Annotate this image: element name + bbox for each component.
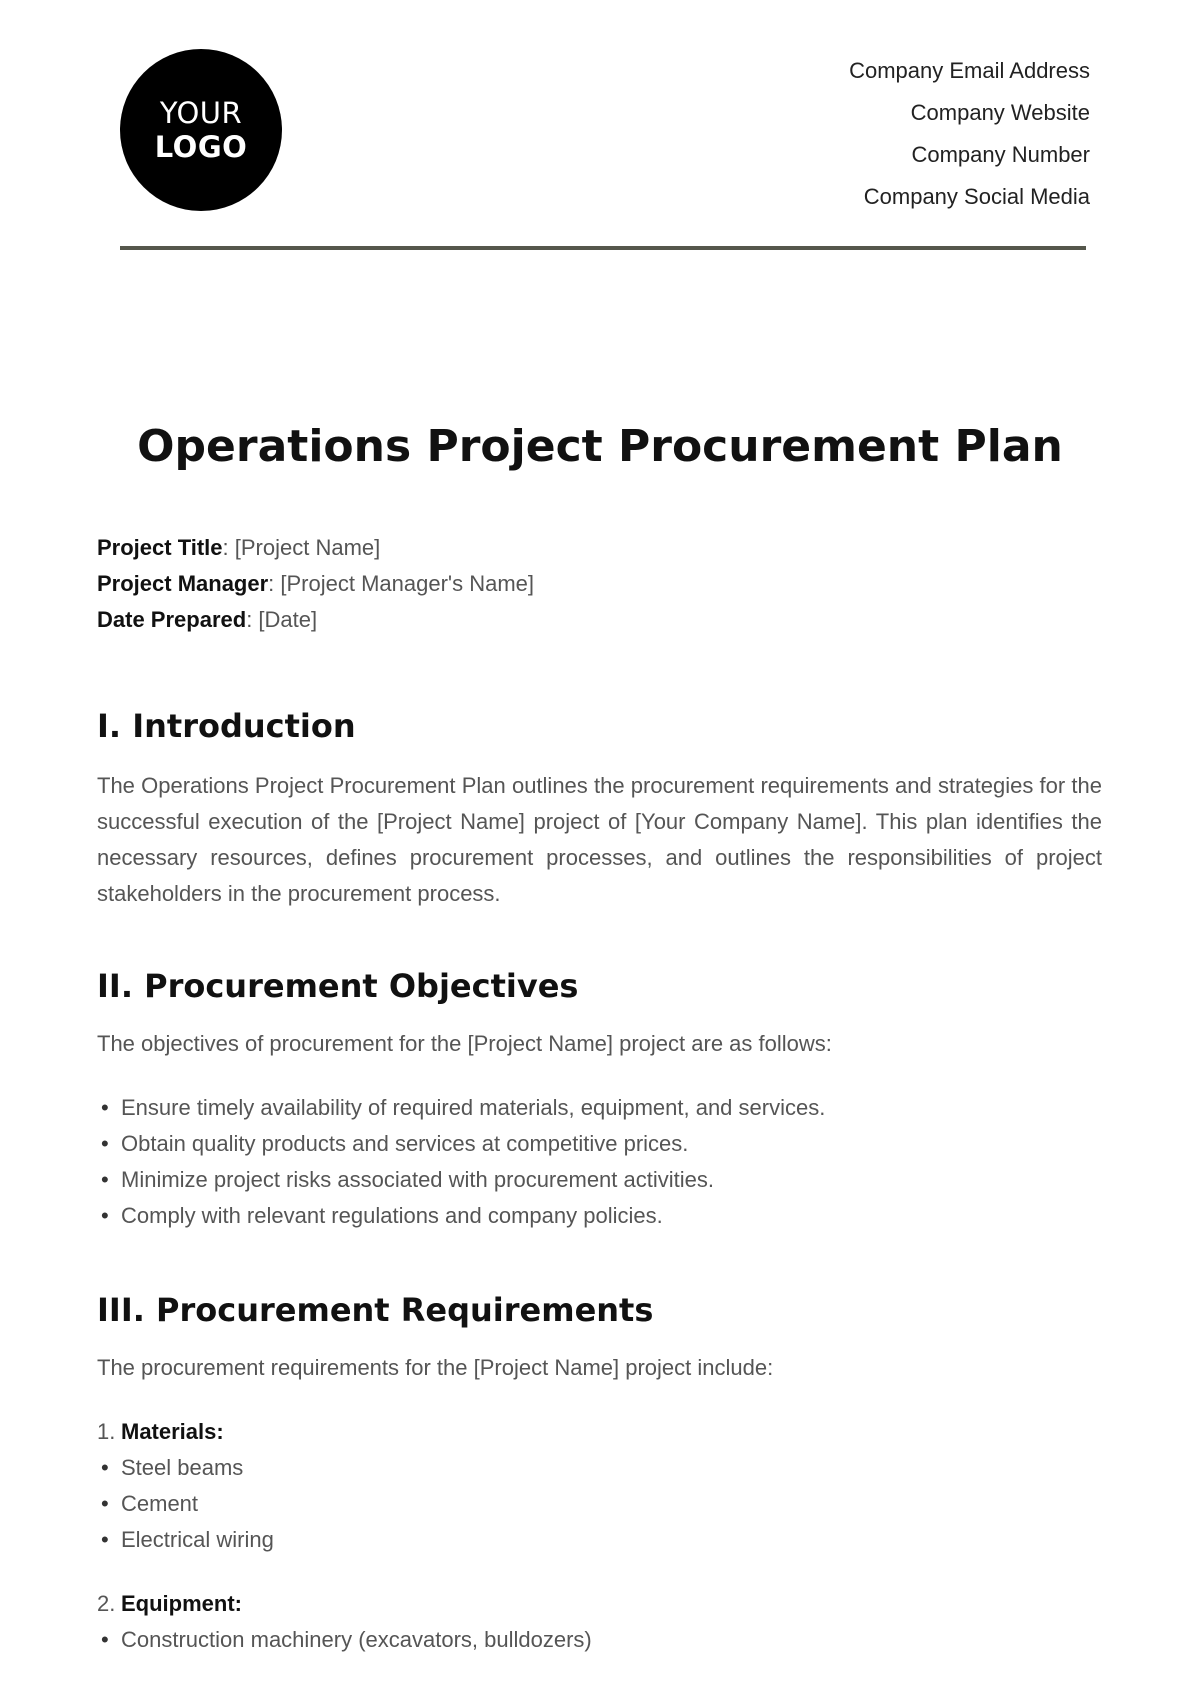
company-contact-block xyxy=(849,50,1090,218)
meta-value: : [Date] xyxy=(246,607,318,632)
logo-text-line2: LOGO xyxy=(154,130,248,164)
company-logo xyxy=(120,49,282,211)
materials-list xyxy=(97,1450,1102,1558)
meta-date-prepared xyxy=(97,602,1102,638)
list-item: • Obtain quality products and services at competitive prices. xyxy=(97,1126,1102,1162)
meta-project-title xyxy=(97,530,1102,566)
requirement-label: Equipment: xyxy=(121,1591,242,1616)
company-website: Company Website xyxy=(910,100,1090,125)
requirement-label: Materials: xyxy=(121,1419,224,1444)
objectives-list xyxy=(97,1090,1102,1234)
company-number: Company Number xyxy=(911,142,1090,167)
introduction-paragraph: The Operations Project Procurement Plan outlines the procurement requirements and strategies for the successful execution of the [Project Name] project of [Your Company Name]. This plan identifies the necessary resources, defines procurement processes, and outlines the responsibilities of project stakeholders in the procurement process. xyxy=(97,773,1102,906)
meta-value: : [Project Name] xyxy=(222,535,381,560)
meta-label: Date Prepared xyxy=(97,607,247,632)
requirement-group-materials xyxy=(97,1414,1102,1558)
logo-text-line1: YOUR xyxy=(159,96,243,130)
list-item: • Comply with relevant regulations and company policies. xyxy=(97,1198,1102,1234)
requirement-number: 2. xyxy=(97,1591,116,1616)
list-item: • Construction machinery (excavators, bulldozers) xyxy=(97,1622,1102,1658)
header-divider xyxy=(120,246,1086,250)
document-title: Operations Project Procurement Plan xyxy=(137,421,1063,472)
meta-value: : [Project Manager's Name] xyxy=(268,571,535,596)
requirement-number: 1. xyxy=(97,1419,116,1444)
meta-project-manager xyxy=(97,566,1102,602)
section-heading-introduction: I. Introduction xyxy=(97,707,356,745)
list-item: • Electrical wiring xyxy=(97,1522,1102,1558)
list-item: • Minimize project risks associated with procurement activities. xyxy=(97,1162,1102,1198)
document-body xyxy=(97,530,1102,1658)
list-item: • Steel beams xyxy=(97,1450,1102,1486)
objectives-intro: The objectives of procurement for the [Project Name] project are as follows: xyxy=(97,1031,832,1056)
requirements-intro: The procurement requirements for the [Project Name] project include: xyxy=(97,1355,774,1380)
equipment-list xyxy=(97,1622,1102,1658)
requirement-group-equipment xyxy=(97,1586,1102,1658)
section-heading-requirements: III. Procurement Requirements xyxy=(97,1291,654,1329)
list-item: • Ensure timely availability of required materials, equipment, and services. xyxy=(97,1090,1102,1126)
list-item: • Cement xyxy=(97,1486,1102,1522)
meta-label: Project Manager xyxy=(97,571,269,596)
company-social-media: Company Social Media xyxy=(863,184,1090,209)
company-email: Company Email Address xyxy=(849,58,1090,83)
meta-label: Project Title xyxy=(97,535,223,560)
section-heading-objectives: II. Procurement Objectives xyxy=(97,967,579,1005)
project-meta xyxy=(97,530,1102,638)
